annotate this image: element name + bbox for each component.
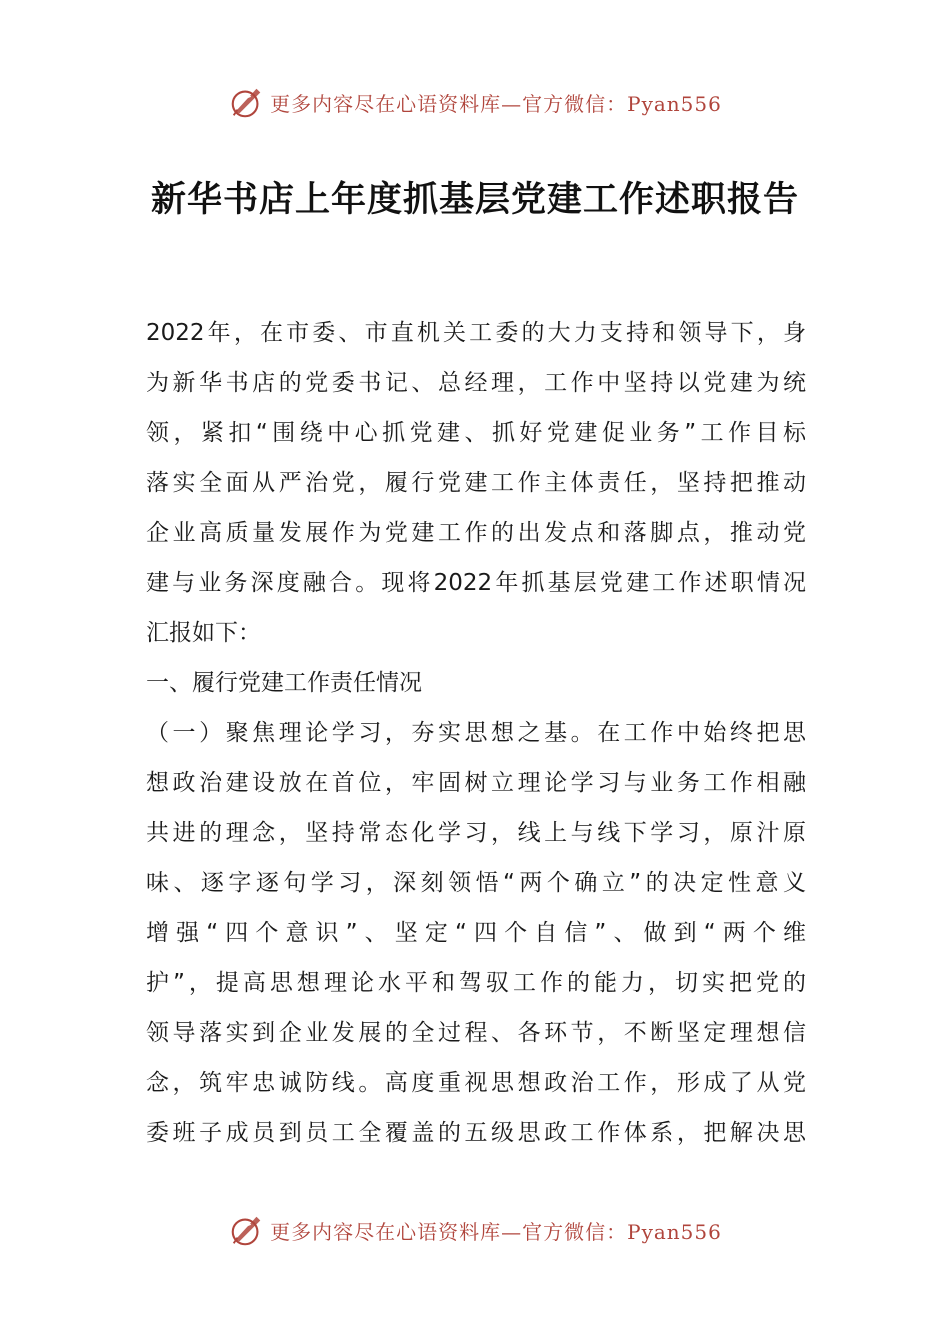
footer-watermark-banner xyxy=(0,1208,950,1252)
body-line: 落实全面从严治党，履行党建工作主体责任，坚持把推动 xyxy=(146,470,806,496)
document-body xyxy=(146,308,806,1158)
quill-logo-icon xyxy=(228,83,266,121)
body-line: 领，紧扣“围绕中心抓党建、抓好党建促业务”工作目标 xyxy=(146,420,806,446)
body-line: 企业高质量发展作为党建工作的出发点和落脚点，推动党 xyxy=(146,520,806,546)
footer-banner-text: 更多内容尽在心语资料库—官方微信：Pyan556 xyxy=(270,1219,722,1244)
body-line: 2022年，在市委、市直机关工委的大力支持和领导下，身 xyxy=(146,320,806,346)
body-line: 想政治建设放在首位，牢固树立理论学习与业务工作相融 xyxy=(146,770,806,796)
body-line: 增强“四个意识”、坚定“四个自信”、做到“两个维 xyxy=(146,920,806,946)
body-line: 共进的理念，坚持常态化学习，线上与线下学习，原汁原 xyxy=(146,820,806,846)
body-line: 领导落实到企业发展的全过程、各环节，不断坚定理想信 xyxy=(146,1020,806,1046)
section-heading: 一、履行党建工作责任情况 xyxy=(146,670,422,696)
body-line: 汇报如下： xyxy=(146,620,261,646)
header-watermark-banner xyxy=(0,80,950,124)
body-line: 护”，提高思想理论水平和驾驭工作的能力，切实把党的 xyxy=(146,970,806,996)
body-line: 念，筑牢忠诚防线。高度重视思想政治工作，形成了从党 xyxy=(146,1070,806,1096)
quill-logo-icon xyxy=(228,1211,266,1249)
body-line: 委班子成员到员工全覆盖的五级思政工作体系，把解决思 xyxy=(146,1120,806,1146)
header-banner-text: 更多内容尽在心语资料库—官方微信：Pyan556 xyxy=(270,91,722,116)
document-title: 新华书店上年度抓基层党建工作述职报告 xyxy=(150,179,799,220)
body-line: 味、逐字逐句学习，深刻领悟“两个确立”的决定性意义 xyxy=(146,870,806,896)
body-line: 为新华书店的党委书记、总经理，工作中坚持以党建为统 xyxy=(146,370,806,396)
body-line: 建与业务深度融合。现将2022年抓基层党建工作述职情况 xyxy=(146,570,806,596)
body-line: （一）聚焦理论学习，夯实思想之基。在工作中始终把思 xyxy=(146,720,806,746)
